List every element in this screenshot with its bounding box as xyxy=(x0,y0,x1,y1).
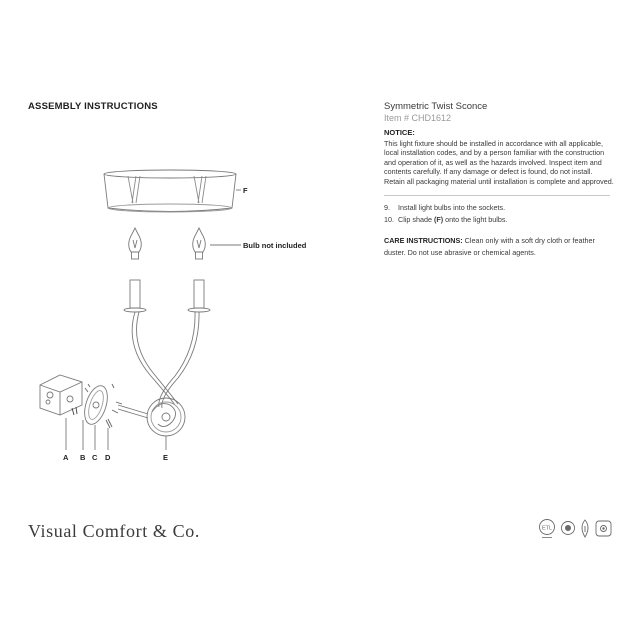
care-text: Clean only with a soft dry cloth or feather duster. Do not use abrasive or chemical agents. xyxy=(384,236,595,257)
part-label-e: E xyxy=(163,453,169,462)
lamp-shade xyxy=(104,170,236,212)
step-text: onto the light bulbs. xyxy=(443,214,508,224)
wet-rated-icon xyxy=(559,518,577,540)
mounting-crossbar xyxy=(80,383,111,427)
candle-socket-right xyxy=(194,280,204,308)
twisted-arms xyxy=(132,312,199,408)
backplate xyxy=(147,398,185,436)
light-bulb-right xyxy=(193,228,206,259)
candle-socket-left xyxy=(130,280,140,308)
care-heading: CARE INSTRUCTIONS: xyxy=(384,236,463,245)
part-label-b: B xyxy=(80,453,86,462)
junction-box xyxy=(40,375,82,415)
dimmable-icon xyxy=(594,518,614,540)
part-label-d: D xyxy=(105,453,111,462)
step-text: Install light bulbs into the sockets. xyxy=(398,203,506,212)
etl-text: ETL xyxy=(541,525,553,532)
bulb-not-included-label: Bulb not included xyxy=(243,241,307,250)
step-text: Clip shade xyxy=(398,214,434,224)
product-title: Symmetric Twist Sconce xyxy=(384,101,488,112)
step-part-ref: (F) xyxy=(433,214,444,224)
brand-logo: Visual Comfort & Co. xyxy=(28,521,200,541)
part-label-c: C xyxy=(92,453,98,462)
notice-body: This light fixture should be installed in accordance with all applicable, local installation codes, and by a person familiar with the construction and operation of it, as well as the hazards involved. Inspect item and contents carefully. If any damage or defect is found, do not install. Retain all packaging material until installation is complete and approved. xyxy=(384,139,614,186)
notice-heading: NOTICE: xyxy=(384,128,415,137)
assembly-instructions-heading: ASSEMBLY INSTRUCTIONS xyxy=(28,101,158,112)
shade-label-f: F xyxy=(243,186,248,195)
part-label-a: A xyxy=(63,453,69,462)
light-bulb-left xyxy=(129,228,142,259)
led-icon xyxy=(578,518,592,540)
step-number: 9. xyxy=(384,203,390,212)
item-number: Item # CHD1612 xyxy=(384,113,452,123)
step-number: 10. xyxy=(384,214,394,224)
etl-listed-icon xyxy=(537,518,557,540)
